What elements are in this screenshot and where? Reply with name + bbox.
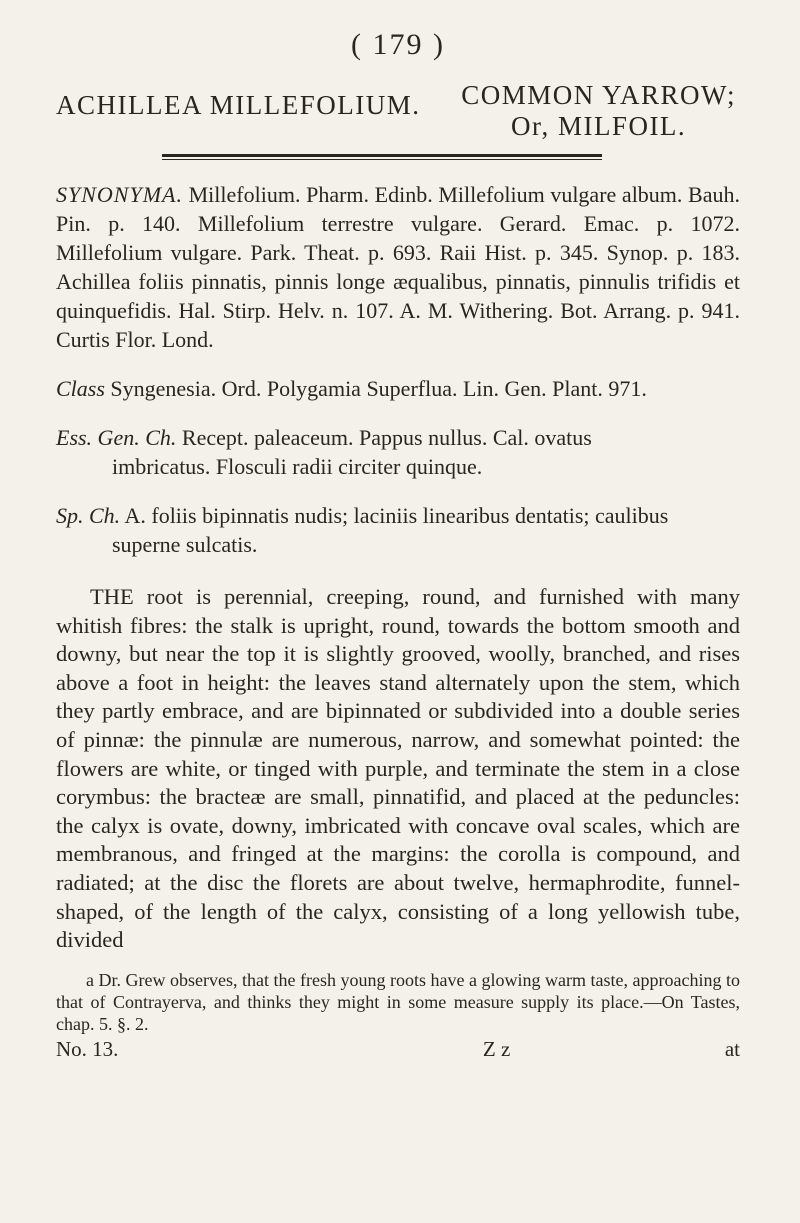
classis-text: Syngenesia. Ord. Polygamia Superflua. Lin. Gen. Plant. 971. [110,376,647,401]
english-name-line2: Or, MILFOIL. [511,111,687,141]
english-name [461,80,736,142]
footnote [56,969,740,1035]
description-paragraph [56,583,740,955]
page-number: ( 179 ) [351,28,445,61]
synonyma-label: SYNONYMA. [56,182,183,207]
latin-name: ACHILLEA MILLEFOLIUM. [56,90,421,120]
page-footer [56,1037,740,1062]
english-name-line1: COMMON YARROW; [461,80,736,110]
catchword: at [724,1036,740,1061]
footnote-mark: a [86,969,94,990]
specific-line2: superne sulcatis. [112,532,258,557]
essential-character [56,423,740,481]
essential-line2: imbricatus. Flosculi radii circiter quinque. [112,454,483,479]
rule-thin [162,159,602,160]
classis-line [56,374,740,403]
signature-mark: Z z [482,1036,511,1061]
synonyma-text: Millefolium. Pharm. Edinb. Millefolium vulgare album. Bauh. Pin. p. 140. Millefolium terrestre vulgare. Gerard. Emac. p. 1072. Millefolium vulgare. Park. Theat. p. 693. Raii Hist. p. 345. Synop. p. 183. Achillea foliis pinnatis, pinnis longe æqualibus, pinnatis, pinnulis trifidis et quinquefidis. Hal. Stirp. Helv. n. 107. A. M. Withering. Bot. Arrang. p. 941. Curtis Flor. Lond. [56,182,740,352]
specific-line1: A. foliis bipinnatis nudis; laciniis linearibus dentatis; caulibus [124,503,669,528]
description-text: root is perennial, creeping, round, and furnished with many whitish fibres: the stalk is upright, round, towards the bottom smooth and downy, but near the top it is slightly grooved, woolly, branched, and rises above a foot in height: the leaves stand alternately upon the stem, which they partly embrace, and are bipinnated or subdivided into a double series of pinnæ: the pinnulæ are numerous, narrow, and somewhat pointed: the flowers are white, or tinged with purple, and terminate the stem in a close corymbus: the bracteæ are small, pinnatifid, and placed at the peduncles: the calyx is ovate, downy, imbricated with concave oval scales, which are membranous, and fringed at the margins: the corolla is compound, and radiated; at the disc the florets are about twelve, hermaphrodite, funnel-shaped, of the length of the calyx, consisting of a long yellowish tube, divided [56,584,741,953]
number-mark: No. 13. [56,1036,119,1061]
description-lead: THE [90,584,134,609]
plant-heading [56,80,740,142]
footnote-text: Dr. Grew observes, that the fresh young roots have a glowing warm taste, approaching to that of Contrayerva, and thinks they might in some measure supply its place.—On Tastes, chap. 5. §. 2. [56,969,740,1034]
essential-label: Ess. Gen. Ch. [56,425,177,450]
specific-character [56,501,740,559]
title-rule [162,154,602,160]
essential-line1: Recept. paleaceum. Pappus nullus. Cal. ovatus [181,425,592,450]
synonyma-paragraph [56,180,740,354]
specific-label: Sp. Ch. [56,503,121,528]
classis-label: Class [56,376,105,401]
rule-thick [162,154,602,157]
